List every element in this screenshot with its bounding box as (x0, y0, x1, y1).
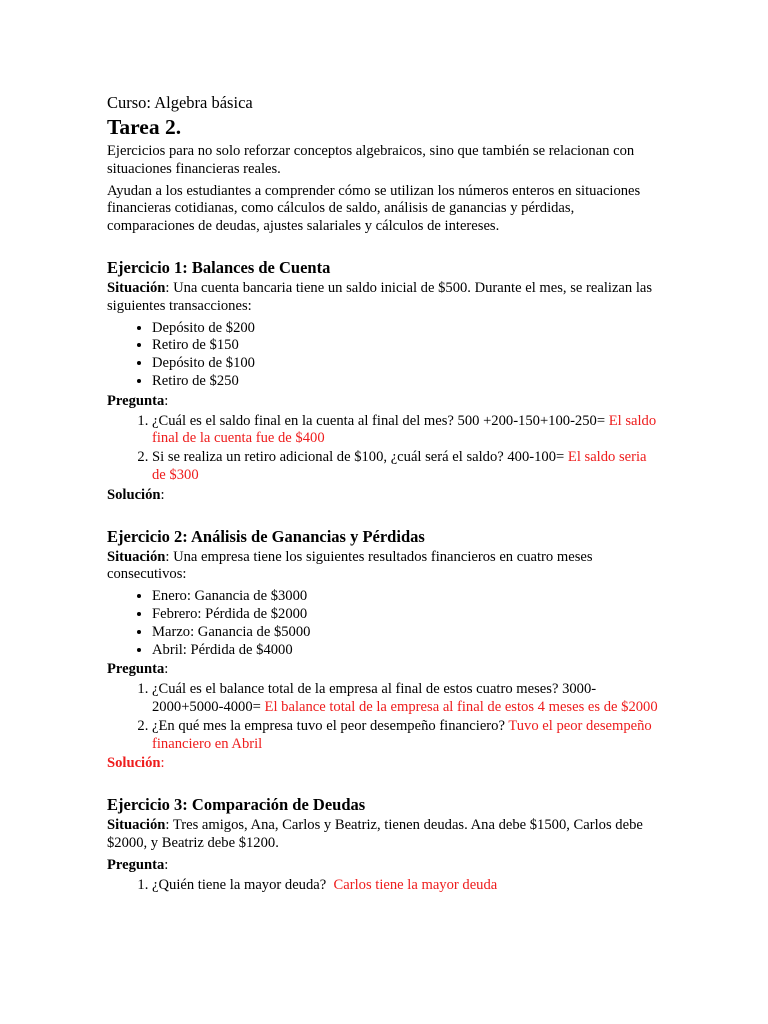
answer-text: Tuvo el peor desempeño financiero en Abril (152, 717, 652, 752)
exercise-3-title: Ejercicio 3: Comparación de Deudas (107, 795, 366, 815)
question-item (152, 449, 663, 485)
intro-paragraph-1: Ejercicios para no solo reforzar conceptos algebraicos, sino que también se relacionan con situaciones financieras reales. (107, 143, 635, 177)
list-item: • Retiro de $250 (152, 373, 663, 391)
exercise-2-situation (107, 549, 663, 585)
question-text: ¿Cuál es el saldo final en la cuenta al final del mes? 500 +200-150+100-250= (152, 412, 609, 429)
exercise-1-questions (107, 413, 663, 485)
page-title: Tarea 2. (107, 115, 182, 139)
answer-text: El saldo final de la cuenta fue de $400 (152, 412, 657, 447)
exercise-3-situation (107, 817, 663, 853)
list-item: • Marzo: Ganancia de $5000 (152, 624, 663, 642)
question-item (152, 413, 663, 449)
list-item: • Febrero: Pérdida de $2000 (152, 606, 663, 624)
question-text: ¿Quién tiene la mayor deuda? (152, 876, 334, 893)
list-item: • Abril: Pérdida de $4000 (152, 642, 663, 660)
colon: : (164, 392, 169, 409)
question-item (152, 877, 663, 895)
situation-text: : Una empresa tiene los siguientes resultados financieros en cuatro meses consecutivos: (107, 548, 593, 583)
question-item (152, 681, 663, 717)
colon: : (164, 856, 169, 873)
exercise-3-questions (107, 877, 663, 895)
intro-paragraph-2: Ayudan a los estudiantes a comprender cómo se utilizan los números enteros en situaciones financieras cotidianas, como cálculos de saldo, análisis de ganancias y pérdidas, comparaciones de deudas, ajustes salariales y cálculos de intereses. (107, 182, 641, 235)
exercise-2-title: Ejercicio 2: Análisis de Ganancias y Pérdidas (107, 526, 425, 546)
exercise-2-solution-label (107, 755, 663, 773)
exercise-1-title: Ejercicio 1: Balances de Cuenta (107, 257, 331, 277)
list-item: • Depósito de $100 (152, 355, 663, 373)
exercise-2-results (107, 588, 663, 659)
list-item: • Depósito de $200 (152, 320, 663, 338)
solution-label: Solución (107, 486, 161, 503)
question-text: ¿En qué mes la empresa tuvo el peor desempeño financiero? (152, 717, 509, 734)
exercise-2-questions (107, 681, 663, 753)
colon: : (164, 661, 169, 678)
question-item (152, 718, 663, 754)
situation-label: Situación (107, 279, 166, 296)
list-item: • Enero: Ganancia de $3000 (152, 588, 663, 606)
exercise-1-situation (107, 280, 663, 316)
question-label: Pregunta (107, 856, 165, 873)
exercise-1-question-label (107, 393, 663, 411)
situation-label: Situación (107, 548, 166, 565)
document-content (107, 93, 663, 895)
answer-text: El saldo seria de $300 (152, 449, 647, 483)
solution-label: Solución (107, 755, 161, 772)
question-label: Pregunta (107, 392, 165, 409)
answer-text: Carlos tiene la mayor deuda (333, 876, 498, 893)
course-name: Curso: Algebra básica (107, 93, 253, 112)
situation-label: Situación (107, 817, 166, 834)
list-item: • Retiro de $150 (152, 337, 663, 355)
answer-text: El balance total de la empresa al final de estos 4 meses es de $2000 (264, 698, 658, 715)
question-label: Pregunta (107, 661, 165, 678)
exercise-1-solution-label (107, 487, 663, 505)
question-text: ¿Cuál es el balance total de la empresa al final de estos cuatro meses? 3000-2000+5000-4000= (152, 681, 597, 715)
exercise-1-transactions (107, 320, 663, 391)
exercise-2-question-label (107, 661, 663, 679)
colon: : (160, 755, 165, 772)
exercise-3-question-label (107, 857, 663, 875)
question-text: Si se realiza un retiro adicional de $100, ¿cuál será el saldo? 400-100= (152, 449, 568, 466)
situation-text: : Una cuenta bancaria tiene un saldo inicial de $500. Durante el mes, se realizan las siguientes transacciones: (107, 279, 653, 314)
situation-text: : Tres amigos, Ana, Carlos y Beatriz, tienen deudas. Ana debe $1500, Carlos debe $2000, y Beatriz debe $1200. (107, 817, 643, 851)
colon: : (160, 486, 165, 503)
